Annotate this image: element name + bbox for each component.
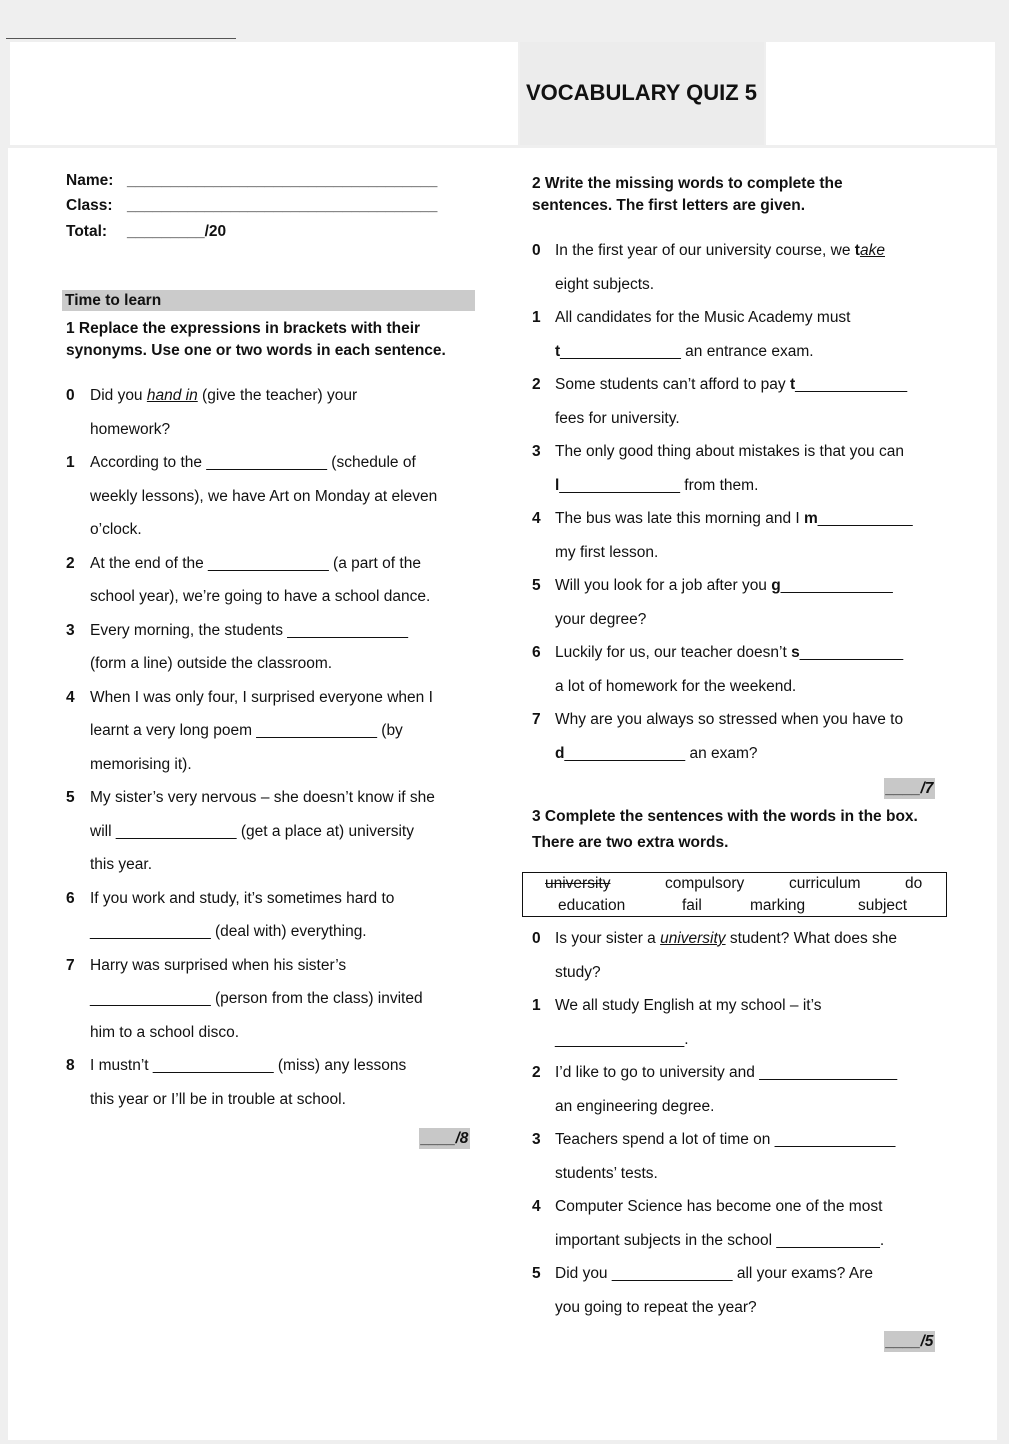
word-box-word: compulsory bbox=[665, 875, 745, 892]
answer-blank-text[interactable]: ______________ an exam? bbox=[564, 744, 758, 762]
item-line bbox=[90, 915, 437, 949]
item-line bbox=[555, 989, 897, 1023]
top-rule bbox=[6, 38, 236, 39]
first-letter-hint: t bbox=[854, 242, 860, 259]
item-line bbox=[555, 956, 897, 990]
item-line bbox=[555, 1023, 897, 1057]
answer-blank-text[interactable]: At the end of the ______________ (a part of the bbox=[90, 554, 421, 572]
name-label: Name: bbox=[66, 172, 114, 189]
word-box-word: marking bbox=[750, 897, 806, 914]
item-number: 2 bbox=[532, 1064, 541, 1081]
class-field[interactable]: ____________________________________ bbox=[127, 197, 438, 214]
section2-heading bbox=[532, 173, 843, 217]
item-text: Harry was surprised when his sister’s bbox=[90, 956, 347, 974]
answer-blank-text[interactable]: Did you ______________ all your exams? Are bbox=[555, 1265, 873, 1282]
item-text: We all study English at my school – it’s bbox=[555, 997, 822, 1014]
answer-blank-text[interactable]: ____________ bbox=[799, 644, 904, 661]
item-text: When I was only four, I surprised everyone when I bbox=[90, 688, 433, 706]
first-letter-hint: s bbox=[791, 644, 800, 661]
heading-line: 1 Replace the expressions in brackets with their bbox=[66, 320, 421, 337]
answer-blank-text[interactable]: _______________. bbox=[555, 1030, 689, 1048]
item-text: o’clock. bbox=[90, 521, 142, 538]
total-label: Total: bbox=[66, 223, 108, 240]
item-line bbox=[90, 681, 437, 715]
item-line bbox=[555, 1157, 897, 1191]
item-number: 7 bbox=[66, 956, 75, 974]
item-text: (form a line) outside the classroom. bbox=[90, 655, 333, 672]
section1-heading bbox=[66, 318, 446, 362]
item-text: this year. bbox=[90, 856, 153, 873]
item-line bbox=[555, 703, 913, 737]
heading-line: 2 Write the missing words to complete the bbox=[532, 175, 843, 192]
item-line bbox=[555, 1056, 897, 1090]
item-line bbox=[555, 670, 913, 704]
first-letter-hint: g bbox=[771, 577, 781, 594]
answer-blank-text[interactable]: ______________ (deal with) everything. bbox=[90, 923, 367, 940]
item-line bbox=[90, 1016, 437, 1050]
item-line bbox=[555, 268, 913, 302]
answer-blank-text[interactable]: important subjects in the school ____________. bbox=[555, 1231, 885, 1249]
item-line bbox=[555, 737, 913, 771]
item-line bbox=[90, 815, 437, 849]
answer-blank-text[interactable]: ______________ (person from the class) invited bbox=[90, 990, 423, 1007]
item-line bbox=[90, 614, 437, 648]
item-line bbox=[555, 636, 913, 670]
word-box-word: do bbox=[905, 875, 923, 892]
item-line bbox=[90, 513, 437, 547]
first-letter-hint: l bbox=[555, 476, 560, 494]
item-line bbox=[90, 413, 437, 447]
word-box-word: fail bbox=[682, 897, 702, 914]
heading-line: 3 Complete the sentences with the words in the box. bbox=[532, 808, 918, 825]
item-line bbox=[555, 502, 913, 536]
item-text: My sister’s very nervous – she doesn’t know if she bbox=[90, 789, 435, 806]
item-line bbox=[555, 1291, 897, 1325]
item-text: The bus was late this morning and I bbox=[555, 510, 804, 527]
answer-blank-text[interactable]: Every morning, the students ______________ bbox=[90, 621, 408, 639]
item-line bbox=[90, 446, 437, 480]
item-text: you going to repeat the year? bbox=[555, 1298, 757, 1316]
first-letter-hint: t bbox=[789, 376, 796, 393]
name-field[interactable]: ____________________________________ bbox=[127, 172, 438, 189]
item-number: 2 bbox=[66, 554, 75, 572]
section2-items bbox=[532, 234, 913, 770]
example-answer: hand in bbox=[146, 387, 198, 404]
item-number: 5 bbox=[532, 577, 541, 594]
item-line bbox=[555, 368, 913, 402]
item-line bbox=[90, 580, 437, 614]
item-text: memorising it). bbox=[90, 755, 192, 773]
item-number: 2 bbox=[532, 376, 541, 393]
item-number: 8 bbox=[66, 1057, 75, 1074]
item-line bbox=[555, 469, 913, 503]
item-number: 6 bbox=[66, 889, 75, 907]
section3-score[interactable]: ____/5 bbox=[886, 1333, 934, 1350]
item-text: In the first year of our university course, we bbox=[555, 242, 855, 259]
item-text: your degree? bbox=[555, 610, 647, 628]
item-line bbox=[90, 848, 437, 882]
item-line bbox=[90, 379, 437, 413]
answer-blank-text[interactable]: Teachers spend a lot of time on ______________ bbox=[555, 1131, 896, 1148]
item-number: 4 bbox=[66, 688, 75, 706]
item-line bbox=[555, 536, 913, 570]
item-line bbox=[555, 1190, 897, 1224]
item-number: 4 bbox=[532, 1198, 541, 1215]
answer-blank-text[interactable]: I mustn’t ______________ (miss) any lessons bbox=[90, 1057, 407, 1074]
item-number: 5 bbox=[66, 789, 75, 806]
word-box-word: subject bbox=[858, 897, 908, 914]
first-letter-hint: m bbox=[804, 510, 818, 527]
item-number: 0 bbox=[532, 242, 541, 259]
answer-blank-text[interactable]: ______________ an entrance exam. bbox=[560, 342, 814, 360]
word-box-word: university bbox=[545, 875, 611, 892]
total-field[interactable]: _________/20 bbox=[127, 223, 227, 240]
item-number: 1 bbox=[66, 454, 75, 471]
item-line bbox=[555, 1123, 897, 1157]
item-text: him to a school disco. bbox=[90, 1023, 240, 1041]
item-line bbox=[90, 547, 437, 581]
section1-score[interactable]: ____/8 bbox=[421, 1130, 469, 1147]
item-number: 0 bbox=[532, 930, 541, 947]
section-banner: Time to learn bbox=[62, 290, 475, 311]
heading-line: sentences. The first letters are given. bbox=[532, 197, 806, 214]
item-line bbox=[555, 301, 913, 335]
answer-blank-text[interactable]: will ______________ (get a place at) university bbox=[90, 822, 414, 840]
item-text: a lot of homework for the weekend. bbox=[555, 677, 797, 695]
section3-items bbox=[532, 922, 897, 1324]
item-text: If you work and study, it’s sometimes hard to bbox=[90, 889, 395, 907]
example-answer: ake bbox=[859, 242, 885, 259]
answer-blank-text[interactable]: ______________ from them. bbox=[559, 476, 759, 494]
section2-score[interactable]: ____/7 bbox=[886, 780, 934, 797]
word-box bbox=[522, 872, 947, 917]
item-line bbox=[555, 1257, 897, 1291]
answer-blank-text[interactable]: According to the ______________ (schedule of bbox=[90, 454, 416, 471]
item-number: 6 bbox=[532, 644, 541, 661]
item-line bbox=[90, 748, 437, 782]
first-letter-hint: d bbox=[555, 744, 565, 762]
item-number: 3 bbox=[66, 621, 75, 639]
header-right-panel bbox=[766, 42, 995, 145]
answer-blank-text[interactable]: I’d like to go to university and ________________ bbox=[555, 1064, 898, 1081]
item-text: All candidates for the Music Academy must bbox=[555, 309, 851, 326]
item-text: Is your sister a bbox=[555, 930, 661, 947]
item-line bbox=[90, 1083, 437, 1117]
class-label: Class: bbox=[66, 197, 113, 214]
answer-blank-text[interactable]: learnt a very long poem ______________ (by bbox=[90, 722, 403, 739]
item-line bbox=[555, 435, 913, 469]
item-text: (give the teacher) your bbox=[197, 387, 358, 404]
item-number: 1 bbox=[532, 997, 541, 1014]
item-text: Computer Science has become one of the most bbox=[555, 1198, 883, 1215]
item-text: an engineering degree. bbox=[555, 1097, 715, 1115]
item-line bbox=[90, 781, 437, 815]
item-text: eight subjects. bbox=[555, 275, 655, 293]
item-line bbox=[90, 982, 437, 1016]
page-title: VOCABULARY QUIZ 5 bbox=[526, 80, 758, 105]
item-line bbox=[90, 1049, 437, 1083]
item-text: student? What does she bbox=[725, 930, 898, 947]
item-line bbox=[90, 714, 437, 748]
item-line bbox=[555, 335, 913, 369]
item-line bbox=[555, 922, 897, 956]
item-line bbox=[555, 1090, 897, 1124]
section1-items bbox=[66, 379, 437, 1116]
item-number: 0 bbox=[66, 387, 75, 404]
item-text: Did you bbox=[90, 387, 147, 404]
item-line bbox=[90, 480, 437, 514]
item-text: my first lesson. bbox=[555, 543, 659, 561]
item-number: 4 bbox=[532, 510, 541, 527]
item-text: students’ tests. bbox=[555, 1164, 658, 1182]
example-answer: university bbox=[660, 930, 726, 947]
item-line bbox=[90, 949, 437, 983]
item-text: fees for university. bbox=[555, 409, 680, 427]
item-text: homework? bbox=[90, 420, 171, 438]
item-line bbox=[555, 569, 913, 603]
word-box-word: curriculum bbox=[789, 875, 861, 892]
item-text: Why are you always so stressed when you have to bbox=[555, 711, 904, 728]
answer-blank-text[interactable]: _____________ bbox=[795, 376, 908, 393]
section3-heading bbox=[532, 804, 918, 856]
item-line bbox=[555, 1224, 897, 1258]
answer-blank-text[interactable]: ___________ bbox=[817, 510, 913, 527]
item-text: study? bbox=[555, 963, 601, 981]
item-text: school year), we’re going to have a school dance. bbox=[90, 588, 431, 605]
item-number: 3 bbox=[532, 1131, 541, 1148]
item-text: Luckily for us, our teacher doesn’t bbox=[555, 644, 792, 661]
item-line bbox=[90, 647, 437, 681]
item-text: weekly lessons), we have Art on Monday at eleven bbox=[90, 487, 438, 505]
heading-line: There are two extra words. bbox=[532, 834, 729, 851]
heading-line: synonyms. Use one or two words in each sentence. bbox=[66, 342, 446, 359]
answer-blank-text[interactable]: _____________ bbox=[780, 577, 893, 594]
item-number: 7 bbox=[532, 711, 541, 728]
item-number: 1 bbox=[532, 309, 541, 326]
item-text: The only good thing about mistakes is that you can bbox=[555, 443, 904, 460]
header-left-panel bbox=[10, 42, 518, 145]
item-text: this year or I’ll be in trouble at school. bbox=[90, 1090, 346, 1108]
item-number: 5 bbox=[532, 1265, 541, 1282]
item-number: 3 bbox=[532, 443, 541, 460]
word-box-word: education bbox=[558, 897, 626, 914]
item-line bbox=[555, 603, 913, 637]
item-line bbox=[555, 402, 913, 436]
item-line bbox=[90, 882, 437, 916]
first-letter-hint: t bbox=[555, 342, 561, 360]
item-text: Will you look for a job after you bbox=[555, 577, 772, 594]
item-line bbox=[555, 234, 913, 268]
item-text: Some students can’t afford to pay bbox=[555, 376, 790, 393]
